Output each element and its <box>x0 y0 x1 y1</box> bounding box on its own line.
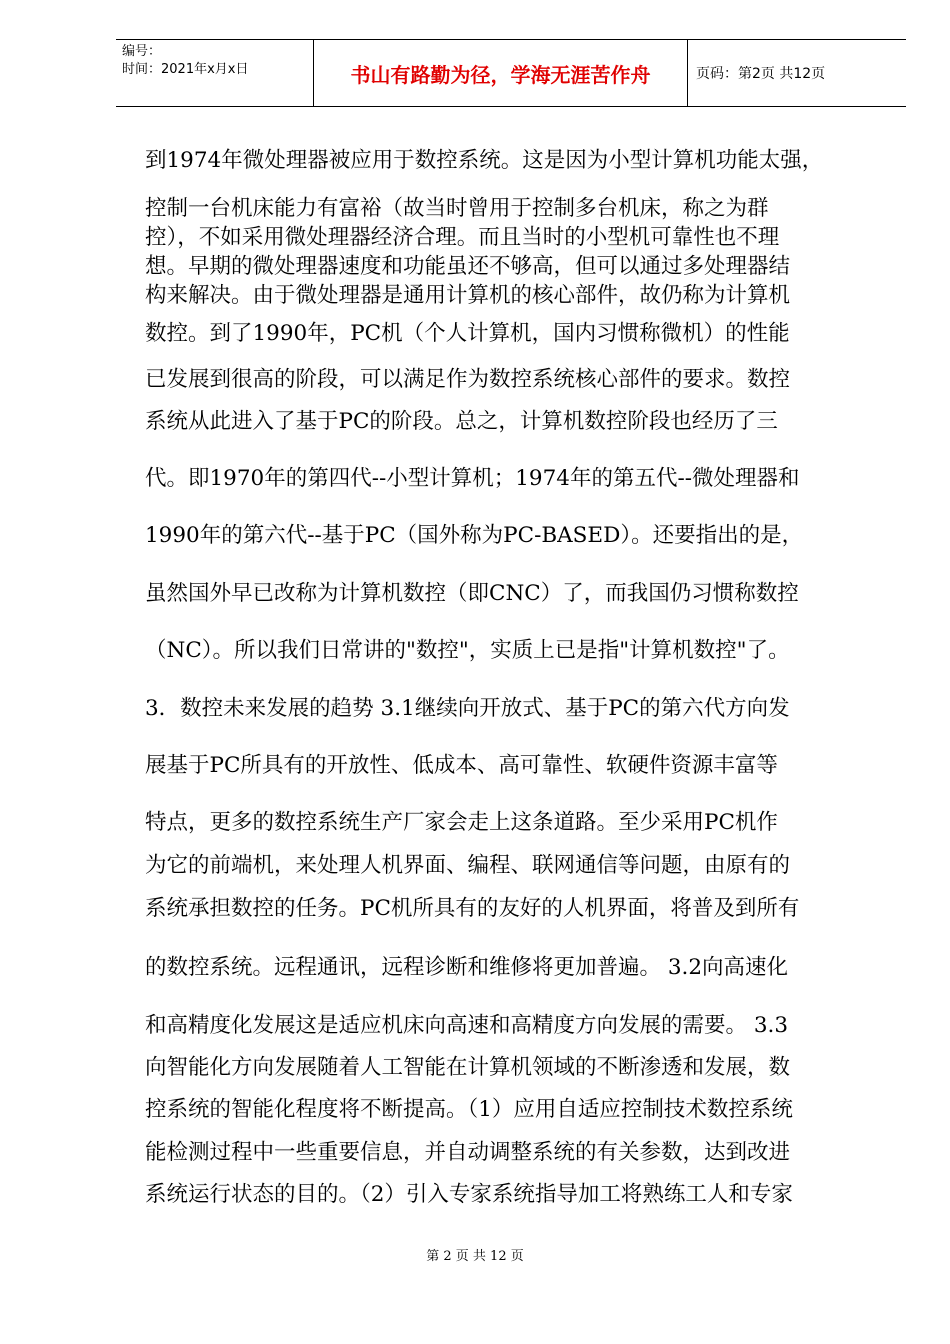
header-meta-cell <box>116 40 314 106</box>
body-line: 数控。到了1990年，PC机（个人计算机，国内习惯称微机）的性能 <box>145 321 790 346</box>
page-header <box>116 39 906 107</box>
body-line: 系统从此进入了基于PC的阶段。总之，计算机数控阶段也经历了三 <box>145 409 778 434</box>
body-line: 已发展到很高的阶段，可以满足作为数控系统核心部件的要求。数控 <box>145 367 791 392</box>
header-motto: 书山有路勤为径，学海无涯苦作舟 <box>314 40 688 106</box>
body-line: 展基于PC所具有的开放性、低成本、高可靠性、软硬件资源丰富等 <box>145 753 778 778</box>
body-line: 控系统的智能化程度将不断提高。（1）应用自适应控制技术数控系统 <box>145 1097 793 1122</box>
page-footer: 第 2 页 共 12 页 <box>426 1249 524 1264</box>
body-line: 能检测过程中一些重要信息，并自动调整系统的有关参数，达到改进 <box>145 1140 791 1165</box>
body-line: 代。即1970年的第四代--小型计算机；1974年的第五代--微处理器和 <box>145 466 800 491</box>
body-line: 系统运行状态的目的。（2）引入专家系统指导加工将熟练工人和专家 <box>145 1182 793 1207</box>
body-line: 3．数控未来发展的趋势 3.1继续向开放式、基于PC的第六代方向发 <box>145 696 790 721</box>
body-line: 构来解决。由于微处理器是通用计算机的核心部件，故仍称为计算机 <box>145 283 791 308</box>
body-line: 控制一台机床能力有富裕（故当时曾用于控制多台机床，称之为群 <box>145 196 769 221</box>
body-line: （NC）。所以我们日常讲的"数控"，实质上已是指"计算机数控"了。 <box>145 638 790 663</box>
body-line: 系统承担数控的任务。PC机所具有的友好的人机界面，将普及到所有 <box>145 896 800 921</box>
body-line: 控），不如采用微处理器经济合理。而且当时的小型机可靠性也不理 <box>145 225 780 250</box>
body-line: 和高精度化发展这是适应机床向高速和高精度方向发展的需要。 3.3 <box>145 1013 789 1038</box>
body-line: 1990年的第六代--基于PC（国外称为PC-BASED）。还要指出的是， <box>145 523 804 548</box>
body-line: 想。早期的微处理器速度和功能虽还不够高，但可以通过多处理器结 <box>145 254 791 279</box>
body-line: 特点，更多的数控系统生产厂家会走上这条道路。至少采用PC机作 <box>145 810 778 835</box>
body-line: 为它的前端机，来处理人机界面、编程、联网通信等问题，由原有的 <box>145 853 791 878</box>
body-line: 虽然国外早已改称为计算机数控（即CNC）了，而我国仍习惯称数控 <box>145 581 799 606</box>
body-line: 向智能化方向发展随着人工智能在计算机领域的不断渗透和发展，数 <box>145 1055 791 1080</box>
document-number-label: 编号： <box>122 44 162 59</box>
document-date-label: 时间：2021年x月x日 <box>122 62 249 77</box>
body-line: 的数控系统。远程通讯，远程诊断和维修将更加普遍。 3.2向高速化 <box>145 955 789 980</box>
body-line: 到1974年微处理器被应用于数控系统。这是因为小型计算机功能太强， <box>145 148 824 173</box>
header-page-info: 页码：第2页 共12页 <box>696 66 826 82</box>
